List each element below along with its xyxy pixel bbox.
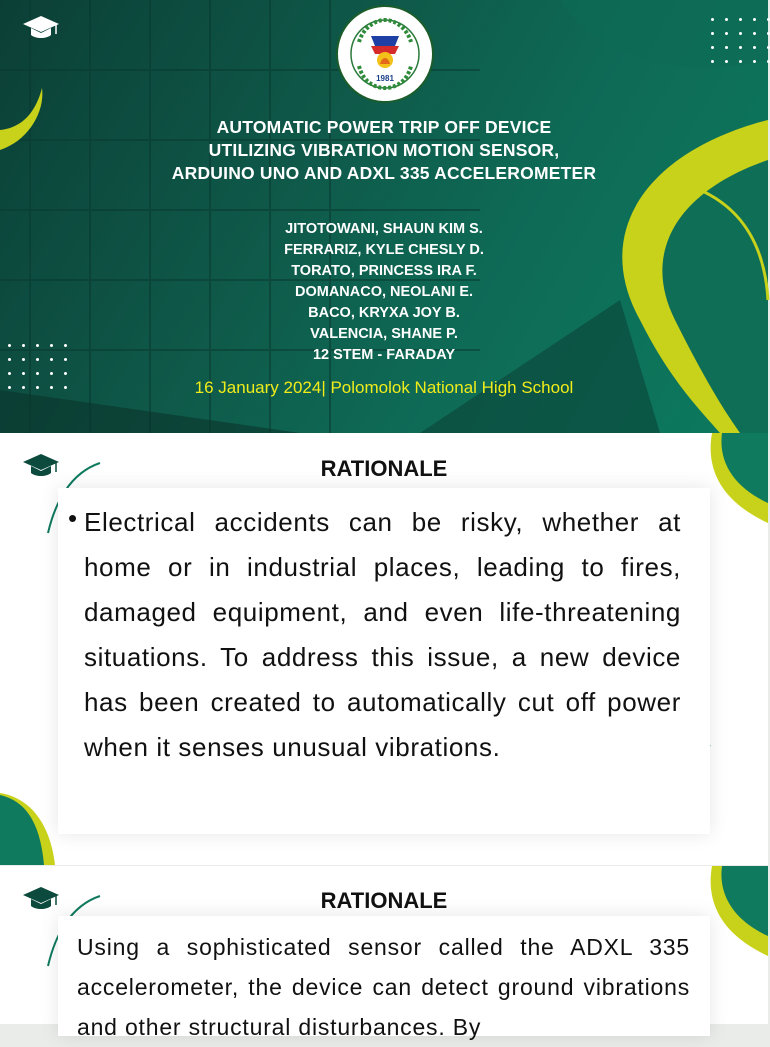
section-label: 12 STEM - FARADAY bbox=[312, 347, 456, 363]
rationale-paragraph-2: Using a sophisticated sensor called the ADXL 335 accelerometer, the device can detect ground vibrations and other structural disturbances. By bbox=[77, 934, 690, 1040]
author-6: VALENCIA, SHANE P. bbox=[310, 326, 458, 342]
author-1: JITOTOWANI, SHAUN KIM S. bbox=[285, 221, 483, 237]
title-line-2: UTILIZING VIBRATION MOTION SENSOR, bbox=[208, 140, 560, 160]
rationale-slide-2 bbox=[0, 866, 768, 1040]
presentation-title bbox=[0, 116, 768, 185]
title-line-1: AUTOMATIC POWER TRIP OFF DEVICE bbox=[216, 117, 552, 137]
title-slide bbox=[0, 0, 768, 433]
author-4: DOMANACO, NEOLANI E. bbox=[294, 284, 474, 300]
date-and-school: 16 January 2024| Polomolok National High School bbox=[194, 378, 574, 397]
rationale-heading-1: RATIONALE bbox=[320, 456, 448, 481]
graduation-cap-icon bbox=[22, 14, 60, 47]
school-seal-logo bbox=[335, 4, 435, 104]
rationale-heading-2: RATIONALE bbox=[320, 888, 448, 913]
author-5: BACO, KRYXA JOY B. bbox=[308, 305, 460, 321]
author-3: TORATO, PRINCESS IRA F. bbox=[291, 263, 477, 279]
logo-year: 1981 bbox=[376, 74, 394, 83]
author-list bbox=[0, 219, 768, 366]
rationale-slide-1 bbox=[0, 433, 768, 865]
decor-dots-top-right bbox=[711, 18, 770, 63]
rationale-paragraph-1: Electrical accidents can be risky, whether at home or in industrial places, leading to fires, damaged equipment, and even life-threatening situations. To address this issue, a new device has been created to automatically cut off power when it senses unusual vibrations. bbox=[84, 507, 681, 762]
author-2: FERRARIZ, KYLE CHESLY D. bbox=[284, 242, 484, 258]
title-line-3: ARDUINO UNO AND ADXL 335 ACCELEROMETER bbox=[171, 163, 597, 183]
bullet-mark: • bbox=[68, 503, 78, 533]
